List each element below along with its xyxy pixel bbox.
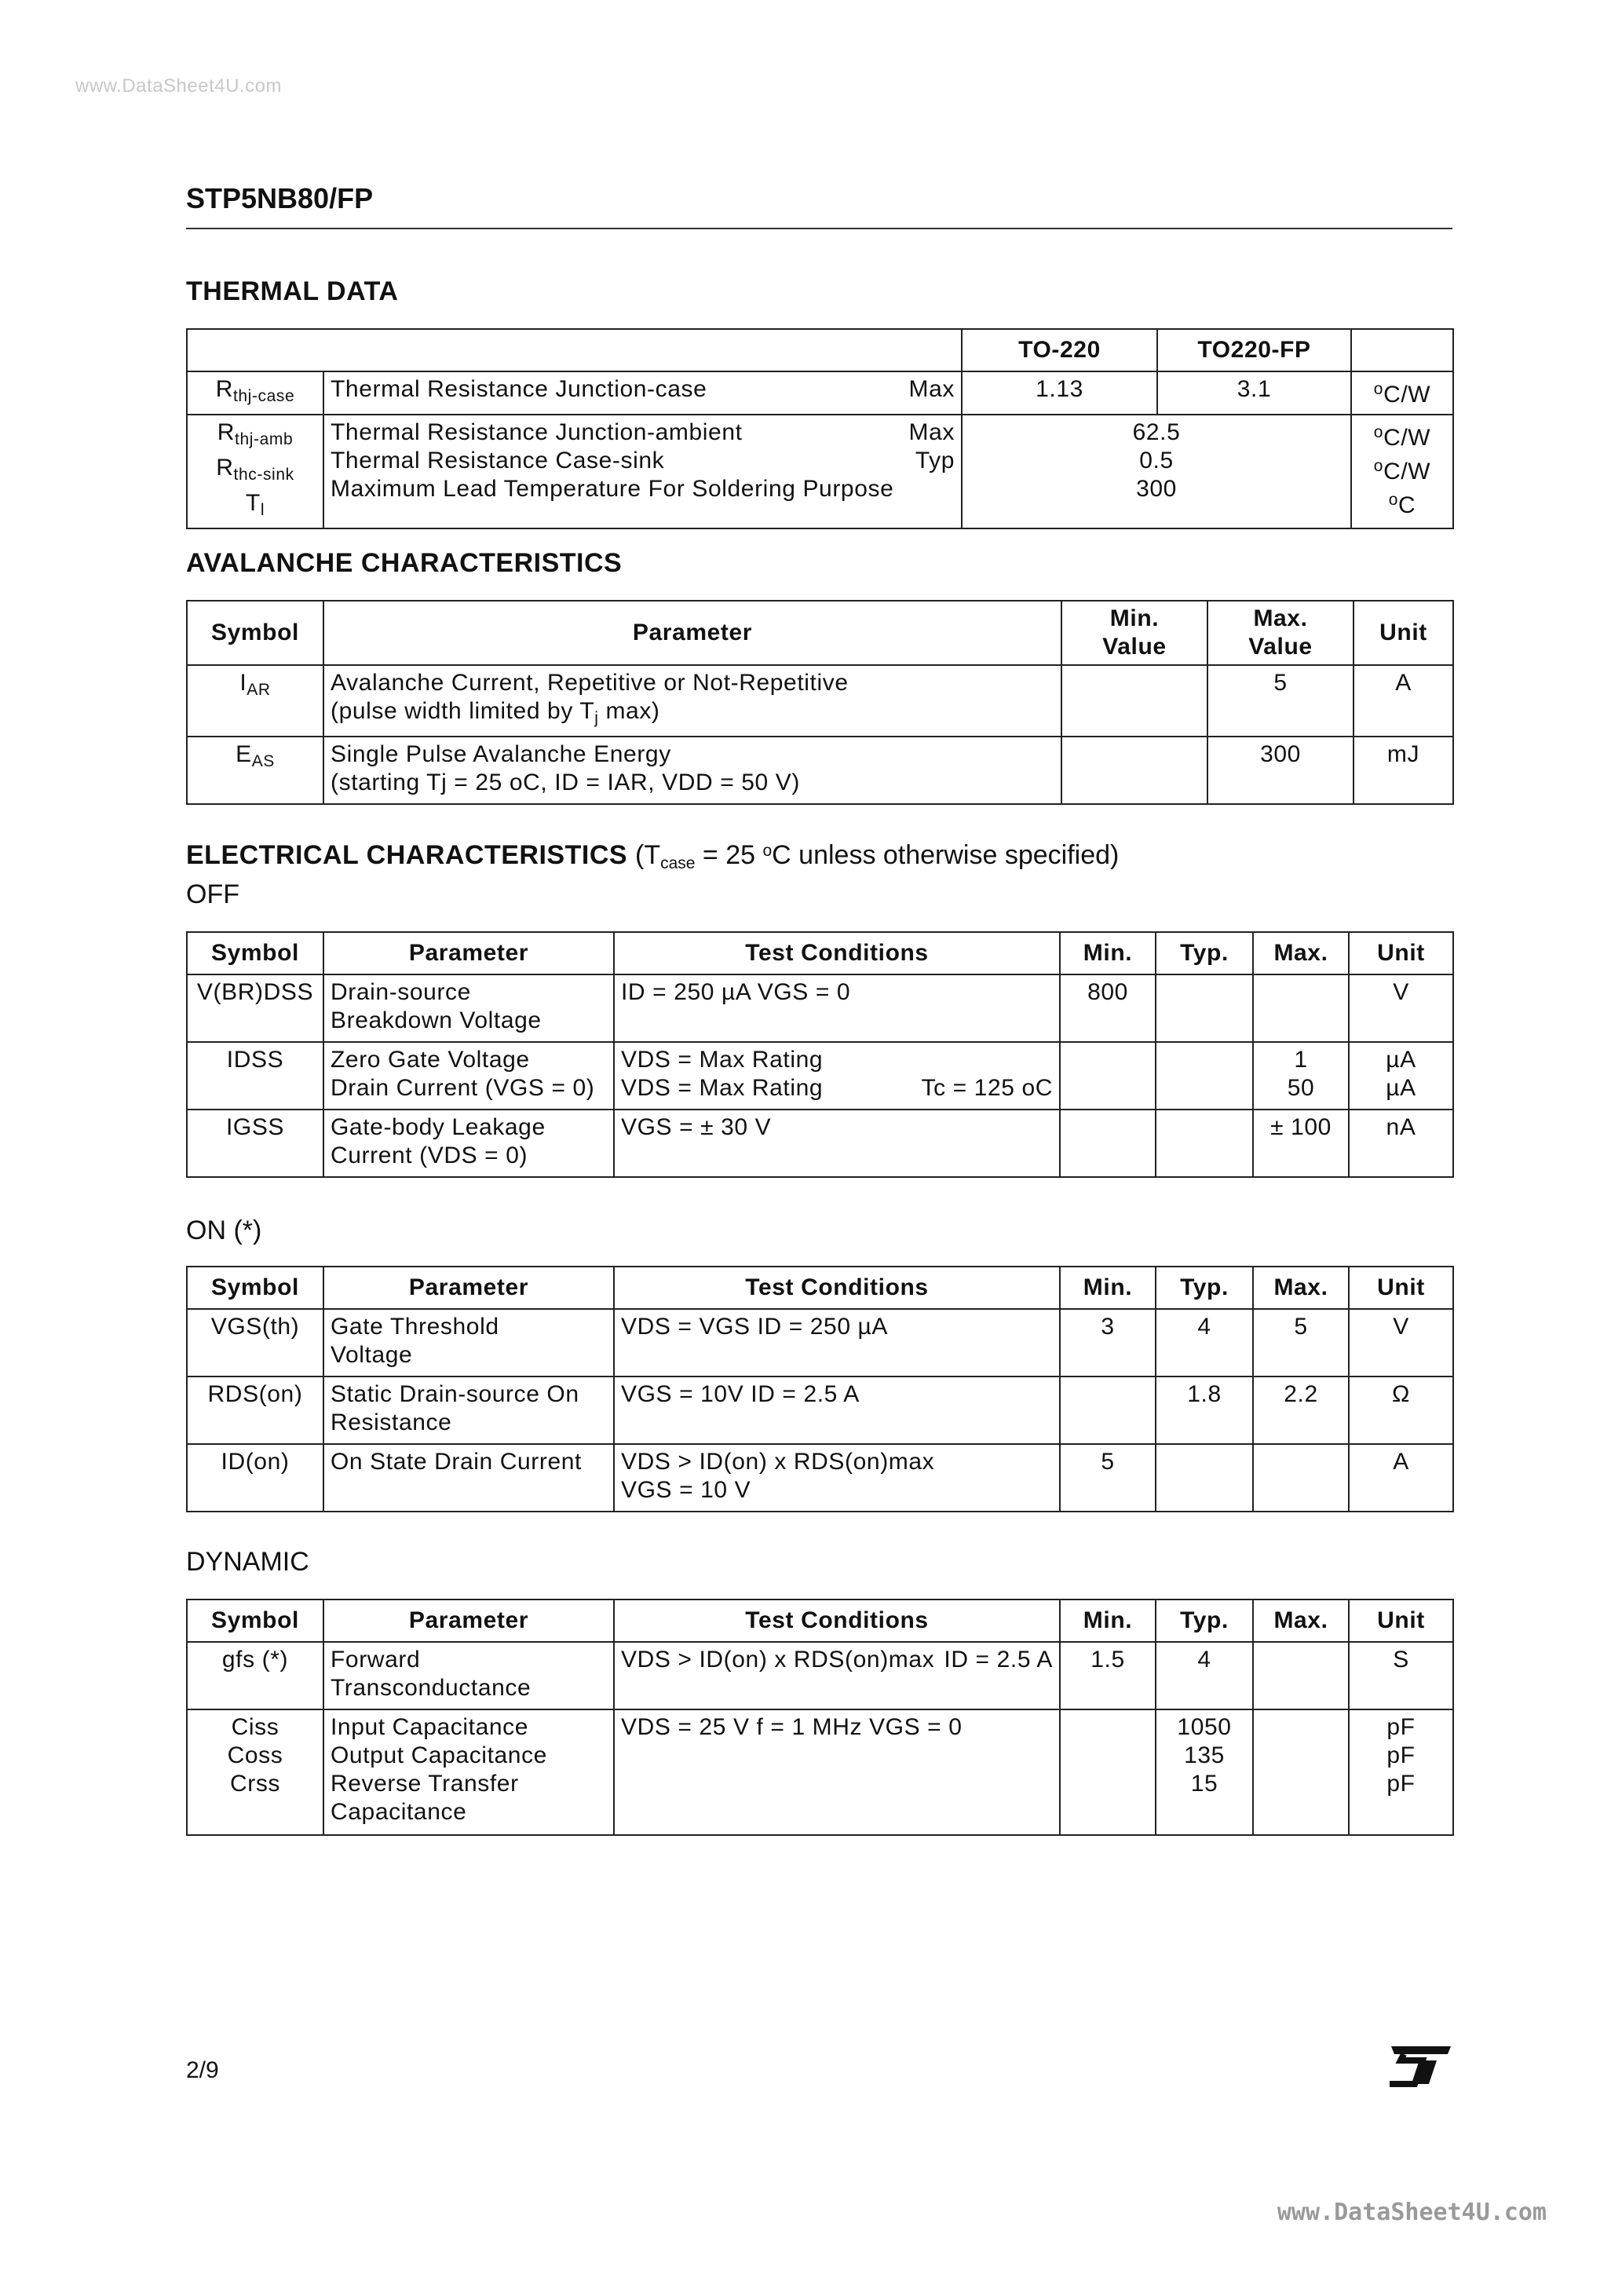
table-row: gfs (*) Forward Transconductance VDS > ID(on) x RDS(on)max ID = 2.5 A 1.5 4 S <box>187 1642 1453 1709</box>
avalanche-heading: AVALANCHE CHARACTERISTICS <box>186 548 623 578</box>
table-row: IDSS Zero Gate Voltage Drain Current (VGS = 0) VDS = Max Rating VDS = Max Rating Tc = 125 oC 1 50 µA µA <box>187 1042 1453 1110</box>
watermark-top: www.DataSheet4U.com <box>75 75 282 97</box>
table-header-row: Symbol Parameter Test Conditions Min. Typ. Max. Unit <box>187 1600 1453 1642</box>
electrical-condition-note: ($T_{case} = 25$ $^o$C unless otherwise specified) <box>635 840 1120 872</box>
watermark-bottom: www.DataSheet4U.com <box>1277 2199 1547 2226</box>
table-header-row: Symbol Parameter Test Conditions Min. Typ. Max. Unit <box>187 1267 1453 1309</box>
thermal-data-table <box>186 328 1454 529</box>
title-divider <box>186 228 1452 229</box>
table-row: Ciss Coss Crss Input Capacitance Output Capacitance Reverse Transfer Capacitance VDS = 25 V f = 1 MHz VGS = 0 1050 135 15 pF pF pF <box>187 1709 1453 1835</box>
table-row: RDS(on) Static Drain-source On Resistance VGS = 10V ID = 2.5 A 1.8 2.2 Ω <box>187 1377 1453 1444</box>
avalanche-table <box>186 600 1454 805</box>
table-row: $E_{AS}$ Single Pulse Avalanche Energy (starting Tj = 25 oC, ID = IAR, VDD = 50 V) 300 mJ <box>187 737 1453 804</box>
table-header-row <box>187 329 1453 371</box>
thermal-data-heading: THERMAL DATA <box>186 276 399 306</box>
page-number: 2/9 <box>186 2057 219 2083</box>
on-table <box>186 1266 1454 1512</box>
col-to220fp: TO220-FP <box>1157 329 1351 371</box>
col-to220: TO-220 <box>962 329 1157 371</box>
table-row: ID(on) On State Drain Current VDS > ID(on) x RDS(on)max VGS = 10 V 5 A <box>187 1444 1453 1512</box>
table-row: V(BR)DSS Drain-source Breakdown Voltage ID = 250 µA VGS = 0 800 V <box>187 974 1453 1042</box>
st-logo-icon <box>1385 2043 1452 2087</box>
table-row: $R_{thj-case}$ Thermal Resistance Junction-case Max 1.13 3.1 $^o$C/W <box>187 371 1453 415</box>
table-row: $R_{thj-amb}$ $R_{thc-sink}$ $T_l$ Thermal Resistance Junction-ambient Max Thermal Resistance Case-sink Typ Maximum Lead Temperature For Soldering Purpose 62.5 0.5 300 $^o$C/W $^o$C/W $^o$C <box>187 415 1453 528</box>
table-row: IGSS Gate-body Leakage Current (VDS = 0) VGS = ± 30 V ± 100 nA <box>187 1110 1453 1177</box>
document-title: STP5NB80/FP <box>186 182 374 214</box>
electrical-heading: ELECTRICAL CHARACTERISTICS ($T_{case} = 25$ $^o$C unless otherwise specified) <box>186 840 1120 872</box>
off-heading: OFF <box>186 879 239 909</box>
table-row: VGS(th) Gate Threshold Voltage VDS = VGS ID = 250 µA 3 4 5 V <box>187 1309 1453 1377</box>
table-header-row: Symbol Parameter Test Conditions Min. Typ. Max. Unit <box>187 932 1453 974</box>
table-header-row: Symbol Parameter Min. Value Max. Value Unit <box>187 601 1453 665</box>
dynamic-heading: DYNAMIC <box>186 1547 309 1577</box>
dynamic-table <box>186 1599 1454 1836</box>
table-row: $I_{AR}$ Avalanche Current, Repetitive or Not-Repetitive (pulse width limited by $T_j$ max) 5 A <box>187 665 1453 737</box>
off-table <box>186 931 1454 1178</box>
on-heading: ON (*) <box>186 1216 262 1245</box>
